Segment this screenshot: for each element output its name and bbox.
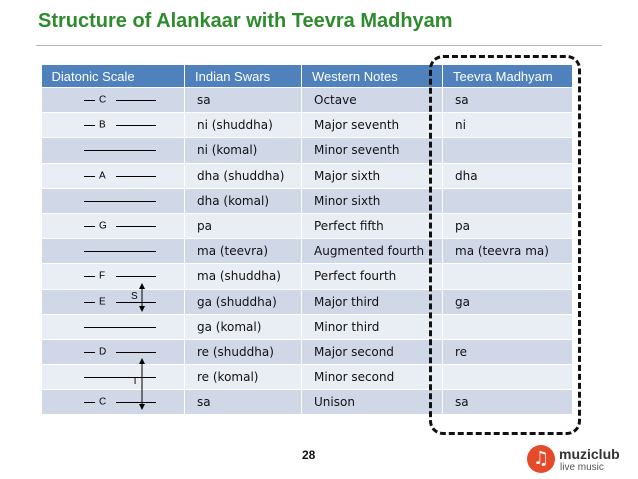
table-header-row [42,65,573,88]
semitone-label: S [131,291,138,302]
indian-swar-cell: ma (shuddha) [185,264,302,289]
diatonic-cell [42,239,185,264]
note-tick [84,125,95,126]
western-note-cell: Minor seventh [302,138,443,163]
diatonic-cell [42,88,185,113]
teevra-madhyam-cell: ma (teevra ma) [443,239,573,264]
note-tick [84,302,95,303]
header-indian-swars: Indian Swars [185,65,302,88]
western-note-cell: Augmented fourth [302,239,443,264]
western-note-cell: Minor sixth [302,188,443,213]
music-note-icon: ♫ [527,445,555,473]
teevra-madhyam-cell: re [443,339,573,364]
table-row [42,365,573,390]
table-row [42,88,573,113]
diatonic-note-label: C [99,94,107,106]
western-note-cell: Major sixth [302,163,443,188]
western-note-cell: Minor second [302,365,443,390]
indian-swar-cell: ni (komal) [185,138,302,163]
teevra-madhyam-cell [443,138,573,163]
diatonic-cell [42,188,185,213]
western-note-cell: Major second [302,339,443,364]
teevra-madhyam-cell: dha [443,163,573,188]
semitone-line [84,251,156,252]
diatonic-cell [42,138,185,163]
note-tick [84,352,95,353]
diatonic-cell [42,390,185,415]
note-line [116,176,156,177]
indian-swar-cell: sa [185,88,302,113]
table-row [42,163,573,188]
western-note-cell: Unison [302,390,443,415]
note-line [116,352,156,353]
title-divider [36,45,602,46]
slide-title: Structure of Alankaar with Teevra Madhyam [38,10,453,32]
diatonic-note-label: B [99,119,106,131]
note-line [116,125,156,126]
table-row [42,264,573,289]
diatonic-cell [42,113,185,138]
semitone-line [84,377,156,378]
note-tick [84,226,95,227]
muziclub-logo [527,445,627,475]
table-row [42,314,573,339]
indian-swar-cell: sa [185,390,302,415]
note-line [116,402,156,403]
indian-swar-cell: pa [185,213,302,238]
note-tick [84,100,95,101]
note-tick [84,176,95,177]
diatonic-note-label: E [99,296,106,308]
diatonic-cell [42,213,185,238]
diatonic-cell [42,339,185,364]
diatonic-cell [42,314,185,339]
indian-swar-cell: re (komal) [185,365,302,390]
diatonic-note-label: D [99,346,107,358]
indian-swar-cell: ga (shuddha) [185,289,302,314]
semitone-line [84,201,156,202]
western-note-cell: Octave [302,88,443,113]
scale-table [41,65,573,415]
diatonic-cell [42,163,185,188]
teevra-madhyam-cell [443,264,573,289]
diatonic-note-label: C [99,396,107,408]
western-note-cell: Major seventh [302,113,443,138]
teevra-madhyam-cell: ga [443,289,573,314]
teevra-madhyam-cell: pa [443,213,573,238]
diatonic-note-label: G [99,220,107,232]
note-tick [84,402,95,403]
western-note-cell: Perfect fifth [302,213,443,238]
table-row [42,239,573,264]
indian-swar-cell: dha (komal) [185,188,302,213]
table-row [42,289,573,314]
teevra-madhyam-cell [443,188,573,213]
table-row [42,339,573,364]
page-number: 28 [302,448,316,462]
header-teevra-madhyam: Teevra Madhyam [443,65,573,88]
header-diatonic-scale: Diatonic Scale [42,65,185,88]
diatonic-note-label: F [99,270,106,282]
logo-name: muziclub [559,446,620,462]
western-note-cell: Minor third [302,314,443,339]
logo-tagline: live music [560,462,604,473]
table-row [42,188,573,213]
teevra-madhyam-cell: sa [443,88,573,113]
teevra-madhyam-cell: sa [443,390,573,415]
semitone-line [84,150,156,151]
diatonic-cell [42,289,185,314]
teevra-madhyam-cell [443,365,573,390]
table-row [42,138,573,163]
semitone-line [84,327,156,328]
diatonic-cell [42,264,185,289]
scale-table-container [41,65,572,415]
indian-swar-cell: ma (teevra) [185,239,302,264]
indian-swar-cell: ni (shuddha) [185,113,302,138]
note-line [116,100,156,101]
table-row [42,390,573,415]
teevra-madhyam-cell [443,314,573,339]
diatonic-note-label: A [99,170,106,182]
western-note-cell: Perfect fourth [302,264,443,289]
note-tick [84,276,95,277]
note-line [116,226,156,227]
diatonic-cell [42,365,185,390]
table-row [42,113,573,138]
tone-label: T [132,376,139,387]
table-row [42,213,573,238]
table-body [42,88,573,415]
indian-swar-cell: re (shuddha) [185,339,302,364]
western-note-cell: Major third [302,289,443,314]
indian-swar-cell: dha (shuddha) [185,163,302,188]
indian-swar-cell: ga (komal) [185,314,302,339]
teevra-madhyam-cell: ni [443,113,573,138]
note-line [116,276,156,277]
header-western-notes: Western Notes [302,65,443,88]
